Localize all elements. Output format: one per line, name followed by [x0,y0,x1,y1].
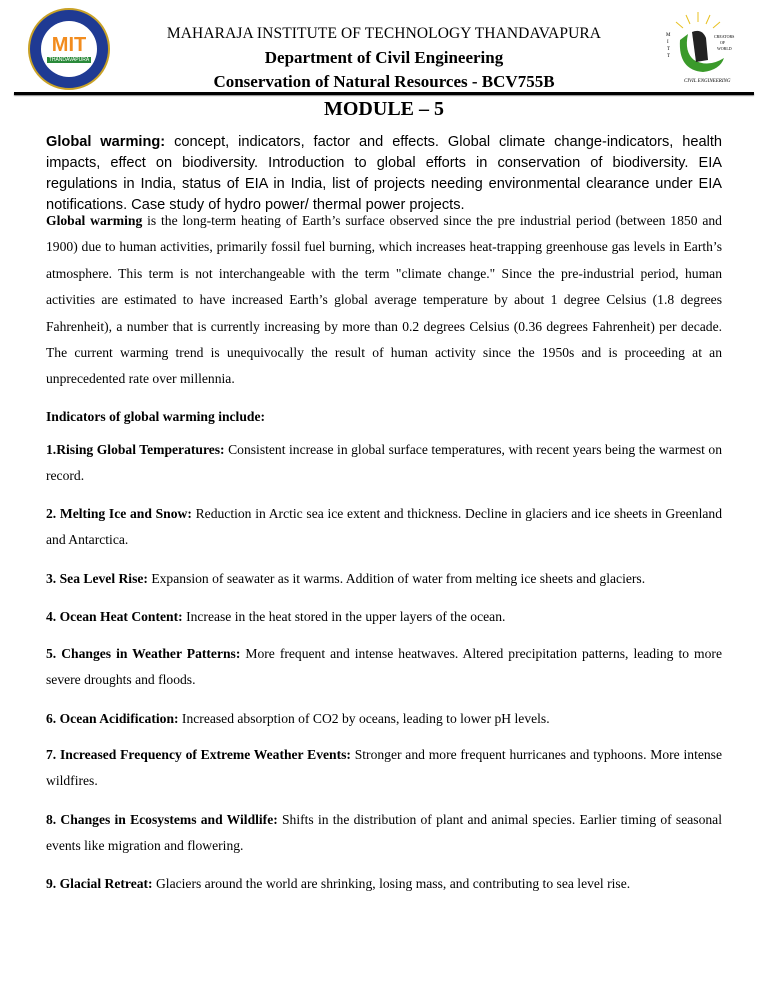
indicator-item [46,871,722,897]
indicator-item [46,706,722,732]
svg-text:OF: OF [720,40,726,45]
indicators-heading-text: Indicators of global warming include: [46,409,266,424]
indicator-item [46,566,722,592]
svg-text:M: M [666,33,671,38]
indicator-title: 5. Changes in Weather Patterns: [46,646,241,661]
indicator-text: Increase in the heat stored in the upper layers of the ocean. [182,609,506,624]
svg-text:I: I [667,40,669,45]
indicator-title: 4. Ocean Heat Content: [46,609,183,624]
indicator-text: Expansion of seawater as it warms. Addition of water from melting ice sheets and glaciers. [147,571,646,586]
svg-text:T: T [667,54,671,59]
logo-text: MIT [51,34,87,56]
syllabus-text: concept, indicators, factor and effects. Global climate change-indicators, health impacts, effect on biodiversity. Introduction to global efforts in conservation of biodiversity. EIA regulations in India, status of EIA in India, list of projects needing environmental clearance under EIA notifications. Case study of hydro power/ thermal power projects. [46,134,722,213]
indicator-text: Glaciers around the world are shrinking, losing mass, and contributing to sea level rise. [152,876,631,891]
syllabus-lead: Global warming: [46,134,166,150]
definition-text: is the long-term heating of Earth’s surface observed since the pre industrial period (between 1850 and 1900) due to human activities, primarily fossil fuel burning, which increases heat-trapping greenhouse gas levels in Earth’s atmosphere. This term is not interchangeable with the term "climate change." Since the pre-industrial period, human activities are estimated to have increased Earth’s global average temperature by about 1 degree Celsius (1.8 degrees Fahrenheit), a number that is currently increasing by more than 0.2 degrees Celsius (0.36 degrees Fahrenheit) per decade. The current warming trend is unequivocally the result of human activity since the 1950s and is proceeding at an unprecedented rate over millennia. [46,213,722,387]
indicator-text: Increased absorption of CO2 by oceans, leading to lower pH levels. [178,711,550,726]
indicators-heading [46,404,722,430]
definition-paragraph [46,208,722,393]
indicator-title: 3. Sea Level Rise: [46,571,148,586]
indicator-item [46,807,722,860]
indicator-title: 7. Increased Frequency of Extreme Weather Events: [46,747,351,762]
indicator-text: Reduction in Arctic sea ice extent and thickness. Decline in glaciers and ice sheets in Greenland and Antarctica. [46,506,722,548]
indicator-title: 9. Glacial Retreat: [46,876,153,891]
course-title: Conservation of Natural Resources - BCV755B [213,72,555,91]
page-header [0,0,768,110]
indicator-item [46,742,722,795]
module-title: MODULE – 5 [324,98,444,120]
logo-subtext: THANDAVAPURA [48,57,90,63]
indicator-title: 2. Melting Ice and Snow: [46,506,192,521]
definition-lead: Global warming [46,213,143,228]
indicator-text: More frequent and intense heatwaves. Altered precipitation patterns, leading to more severe droughts and floods. [46,646,722,688]
indicator-item [46,604,722,630]
indicator-item [46,501,722,554]
indicator-item [46,641,722,694]
syllabus-paragraph [46,132,722,216]
header-divider [14,92,754,95]
indicator-text: Consistent increase in global surface temperatures, with recent years being the warmest on record. [46,442,723,484]
department-name: Department of Civil Engineering [264,48,504,67]
institute-name: MAHARAJA INSTITUTE OF TECHNOLOGY THANDAVAPURA [166,25,602,42]
indicator-title: 6. Ocean Acidification: [46,711,179,726]
svg-text:T: T [667,47,671,52]
indicator-title: 8. Changes in Ecosystems and Wildlife: [46,812,278,827]
svg-text:CREATORS: CREATORS [714,34,735,39]
indicator-title: 1.Rising Global Temperatures: [46,442,225,457]
svg-text:CIVIL ENGINEERING: CIVIL ENGINEERING [684,79,731,84]
svg-text:WORLD: WORLD [717,46,732,51]
indicator-text: Shifts in the distribution of plant and animal species. Earlier timing of seasonal events like migration and flowering. [46,812,722,854]
indicator-text: Stronger and more frequent hurricanes and typhoons. More intense wildfires. [46,747,722,789]
indicator-item [46,437,722,490]
